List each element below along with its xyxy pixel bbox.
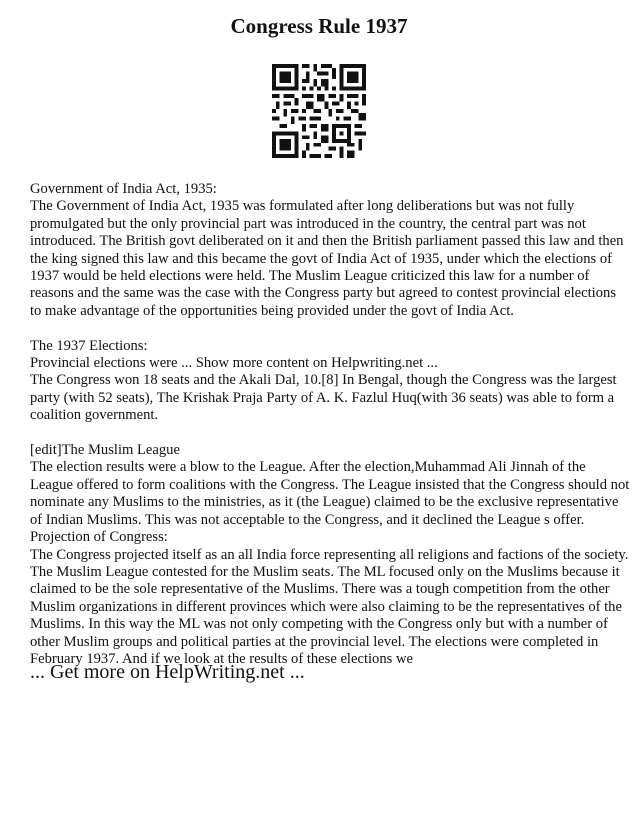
- text-line: The Muslim League contested for the Muslim seats. The ML focused only on the Muslims because it: [30, 563, 620, 580]
- text-line: Provincial elections were ... Show more content on Helpwriting.net ...: [30, 355, 438, 372]
- text-line: The Government of India Act, 1935 was formulated after long deliberations but was not fully: [30, 198, 575, 215]
- text-line: reasons and the same was the case with the Congress party but agreed to contest provincial elections: [30, 285, 617, 302]
- text-line: The Congress projected itself as an all India force representing all religions and factions of the society.: [30, 546, 629, 563]
- text-line: promulgated but the only provincial part was introduced in the country, the central part was not: [30, 215, 586, 232]
- section-heading: Government of India Act, 1935:: [30, 181, 217, 197]
- text-line: The election results were a blow to the League. After the election,Muhammad Ali Jinnah of the: [30, 459, 586, 476]
- text-line: League offered to form coalitions with the Congress. The League insisted that the Congress should not: [30, 476, 630, 493]
- section-heading: Projection of Congress:: [30, 529, 168, 546]
- text-line: claimed to be the sole representative of the Muslims. There was a tough competition from the other: [30, 581, 610, 598]
- text-line: the king signed this law and this became the govt of India Act of 1935, under which the elections of: [30, 250, 612, 267]
- text-line: other Muslim groups and political parties at the provincial level. The elections were completed in: [30, 633, 599, 650]
- text-line: 1937 would be held elections were held. The Muslim League criticized this law for a number of: [30, 268, 590, 285]
- qr-code-graphic: [272, 64, 366, 158]
- text-line: Muslims. In this way the ML was not only competing with the Congress only but with a number of: [30, 616, 608, 633]
- text-line: February 1937. And if we look at the results of these elections we: [30, 650, 413, 667]
- text-line: introduced. The British govt deliberated on it and then the British parliament passed this law and then: [30, 233, 624, 250]
- text-line: to make advantage of the opportunities being provided under the govt of India Act.: [30, 302, 514, 319]
- text-line: Muslim organizations in different provinces which were also claiming to be the representatives of the: [30, 598, 622, 615]
- section-act: [30, 181, 624, 320]
- get-more-link[interactable]: ... Get more on HelpWriting.net ...: [30, 661, 305, 683]
- text-line: of Indian Muslims. This was not acceptable to the Congress, and it declined the League s offer.: [30, 511, 585, 528]
- section-heading: [edit]The Muslim League: [30, 442, 180, 459]
- text-line: coalition government.: [30, 407, 159, 424]
- text-line: The Congress won 18 seats and the Akali Dal, 10.[8] In Bengal, though the Congress was the largest: [30, 372, 617, 389]
- section-projection: [30, 529, 629, 668]
- text-line: party (with 52 seats), The Krishak Praja Party of A. K. Fazlul Huq(with 36 seats) was able to form a: [30, 389, 615, 406]
- article-body: [30, 181, 630, 668]
- section-elections: [30, 338, 615, 425]
- section-league: [30, 442, 630, 529]
- page-title: Congress Rule 1937: [230, 14, 408, 38]
- section-heading: The 1937 Elections:: [30, 337, 148, 354]
- qr-code: [272, 64, 366, 158]
- text-line: nominate any Muslims to the ministries, as it (the League) claimed to be the exclusive representative: [30, 494, 619, 511]
